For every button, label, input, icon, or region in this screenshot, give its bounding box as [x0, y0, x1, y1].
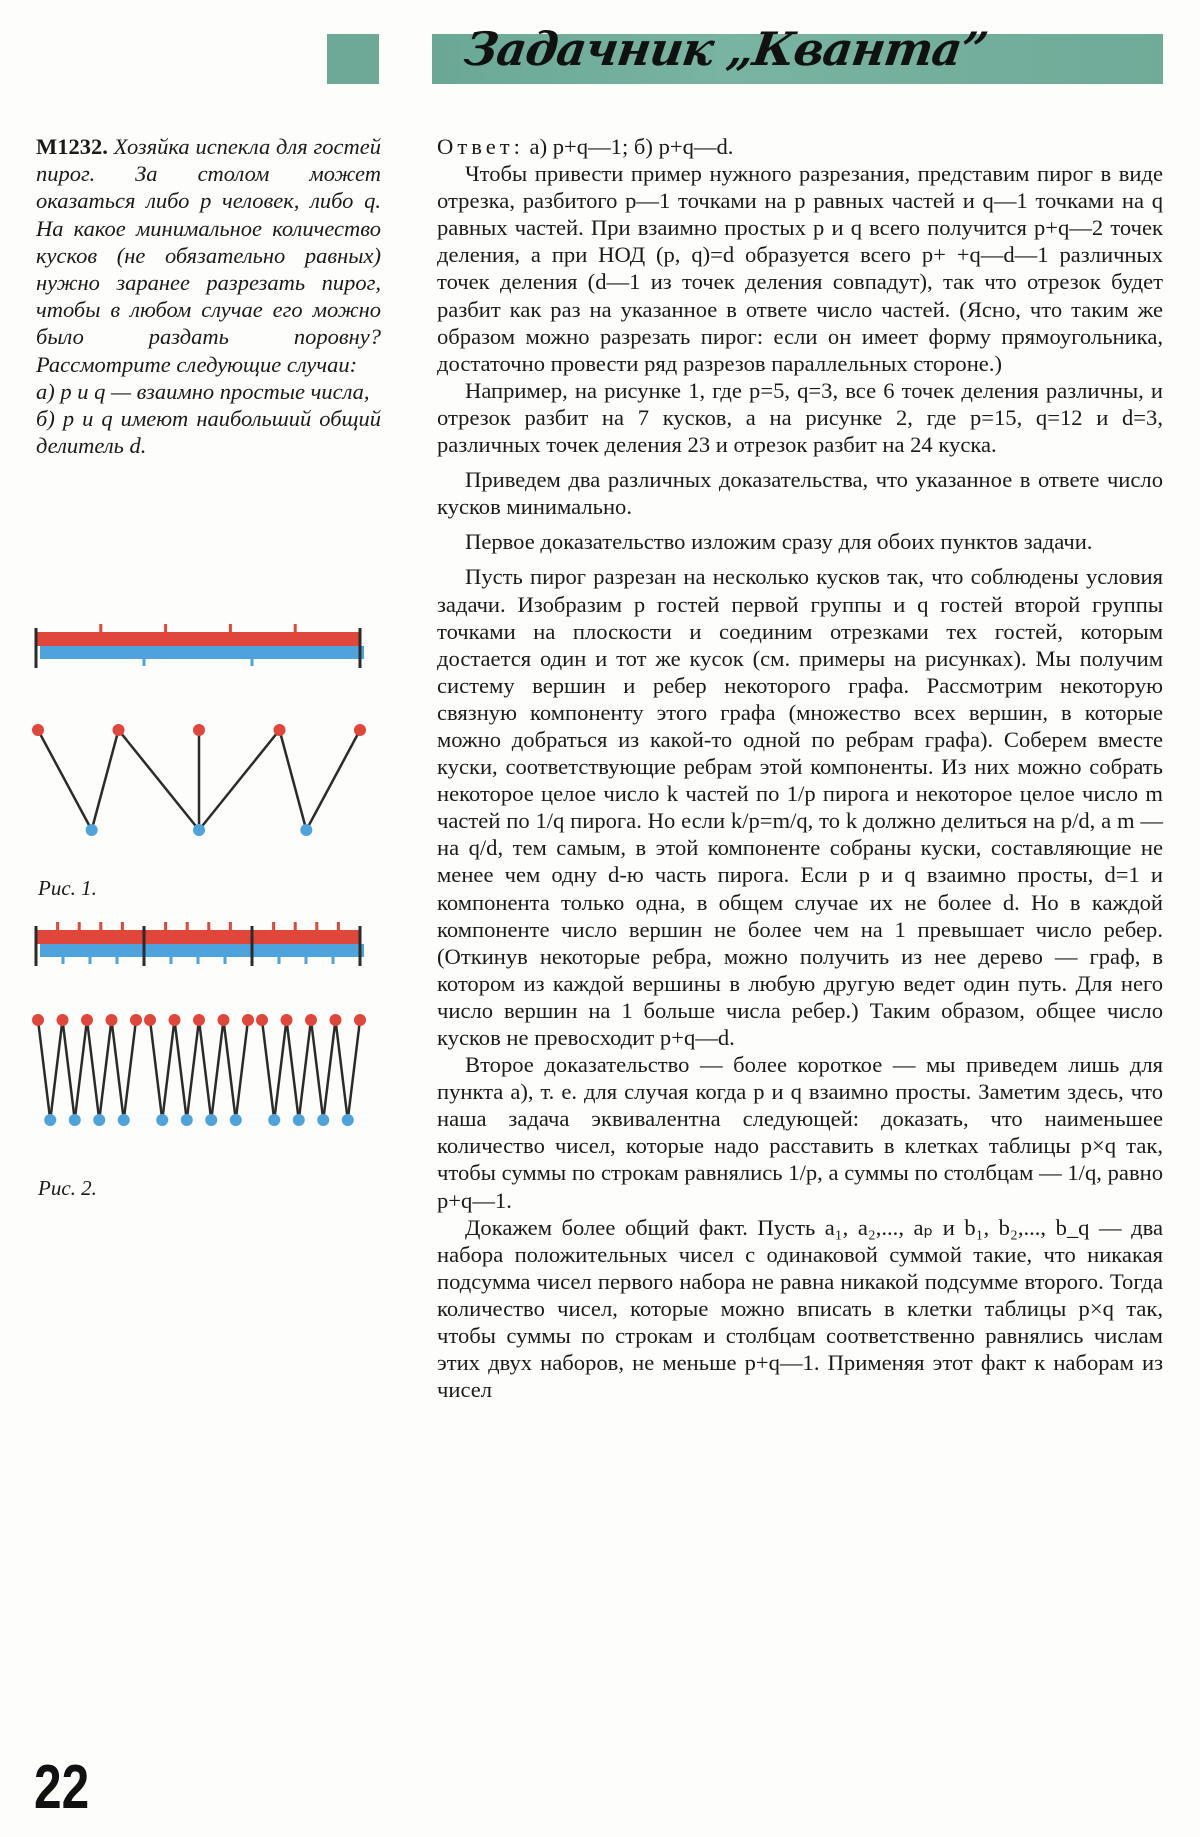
figure-2-caption: Рис. 2. — [38, 1176, 97, 1200]
figure-1-caption: Рис. 1. — [38, 876, 97, 900]
guest-p-vertex — [169, 1014, 181, 1026]
graph-edge — [306, 730, 360, 830]
guest-p-vertex — [193, 724, 205, 736]
p-cut-tick — [164, 624, 167, 633]
guest-q-vertex — [300, 824, 312, 836]
guest-p-vertex — [144, 1014, 156, 1026]
guest-q-vertex — [44, 1114, 56, 1126]
guest-p-vertex — [354, 724, 366, 736]
header-band-small — [327, 34, 379, 84]
figure-1-graph — [30, 720, 370, 850]
problem-number: М1232. — [36, 134, 108, 159]
guest-p-vertex — [57, 1014, 69, 1026]
graph-edge — [87, 1020, 99, 1120]
graph-edge — [199, 730, 280, 830]
graph-edge — [119, 730, 200, 830]
graph-edge — [211, 1020, 223, 1120]
p-cut-tick — [337, 922, 340, 931]
common-cut — [143, 926, 146, 966]
guest-q-vertex — [193, 824, 205, 836]
solution-paragraph: Второе доказательство — более короткое — мы приведем лишь для пункта а), т. е. для случая когда p и q взаимно просты. Заметим здесь, что наша задача эквивалентна следующей: доказать, что наименьшее количество чисел, которые надо расставить в клетках таблицы p×q так, чтобы суммы по строкам равнялись 1/p, а суммы по столбцам — 1/q, равно p+q—1. — [437, 1052, 1163, 1213]
guest-q-vertex — [342, 1114, 354, 1126]
guest-p-vertex — [130, 1014, 142, 1026]
guest-p-vertex — [113, 724, 125, 736]
graph-edge — [75, 1020, 87, 1120]
graph-edge — [299, 1020, 311, 1120]
graph-edge — [280, 730, 307, 830]
p-cut-tick — [99, 624, 102, 633]
graph-edge — [124, 1020, 136, 1120]
bar-q — [40, 944, 364, 957]
common-cut — [359, 926, 362, 966]
graph-edge — [187, 1020, 199, 1120]
graph-edge — [336, 1020, 348, 1120]
q-cut-tick — [116, 957, 119, 964]
graph-edge — [348, 1020, 360, 1120]
guest-p-vertex — [274, 724, 286, 736]
graph-edge — [175, 1020, 187, 1120]
q-cut-tick — [170, 957, 173, 964]
graph-edge — [199, 1020, 211, 1120]
guest-p-vertex — [256, 1014, 268, 1026]
guest-q-vertex — [156, 1114, 168, 1126]
guest-q-vertex — [205, 1114, 217, 1126]
p-cut-tick — [315, 922, 318, 931]
guest-p-vertex — [305, 1014, 317, 1026]
guest-p-vertex — [242, 1014, 254, 1026]
solution — [437, 133, 1163, 1403]
graph-edge — [92, 730, 119, 830]
graph-edge — [311, 1020, 323, 1120]
guest-q-vertex — [93, 1114, 105, 1126]
p-cut-tick — [294, 624, 297, 633]
p-cut-tick — [229, 922, 232, 931]
guest-p-vertex — [330, 1014, 342, 1026]
q-cut-tick — [278, 957, 281, 964]
graph-edge — [150, 1020, 162, 1120]
graph-edge — [162, 1020, 174, 1120]
p-cut-tick — [294, 922, 297, 931]
q-cut-tick — [197, 957, 200, 964]
bar-p — [36, 632, 360, 646]
graph-edge — [323, 1020, 335, 1120]
graph-edge — [99, 1020, 111, 1120]
page-number: 22 — [34, 1753, 90, 1822]
q-cut-tick — [251, 659, 254, 666]
p-cut-tick — [186, 922, 189, 931]
guest-p-vertex — [81, 1014, 93, 1026]
guest-p-vertex — [281, 1014, 293, 1026]
guest-p-vertex — [106, 1014, 118, 1026]
p-cut-tick — [164, 922, 167, 931]
case-a: а) p и q — взаимно простые числа, — [36, 378, 370, 404]
solution-paragraph: Докажем более общий факт. Пусть a₁, a₂,..., aₚ и b₁, b₂,..., b_q — два набора положительных чисел с одинаковой суммой такие, что никакая подсумма чисел первого набора не равна никакой подсумме второго. Тогда количество чисел, которые можно вписать в клетки таблицы p×q так, чтобы суммы по строкам и столбцам соответственно равнялись числам этих двух наборов, не меньше p+q—1. Применяя этот факт к наборам из чисел — [437, 1214, 1163, 1403]
graph-edge — [262, 1020, 274, 1120]
answer-label: Ответ: — [437, 134, 524, 159]
guest-p-vertex — [32, 724, 44, 736]
q-cut-tick — [305, 957, 308, 964]
solution-paragraph: Приведем два различных доказательства, что указанное в ответе число кусков минимально. — [437, 467, 1163, 520]
common-cut — [251, 926, 254, 966]
guest-q-vertex — [69, 1114, 81, 1126]
guest-q-vertex — [317, 1114, 329, 1126]
guest-p-vertex — [193, 1014, 205, 1026]
guest-q-vertex — [230, 1114, 242, 1126]
problem-statement — [36, 133, 381, 459]
graph-edge — [112, 1020, 124, 1120]
figure-2-graph — [30, 1010, 370, 1140]
common-cut — [359, 628, 362, 668]
p-cut-tick — [78, 922, 81, 931]
q-cut-tick — [89, 957, 92, 964]
p-cut-tick — [207, 922, 210, 931]
figure-2 — [30, 918, 370, 978]
guest-q-vertex — [181, 1114, 193, 1126]
solution-paragraph: Чтобы привести пример нужного разрезания, представим пирог в виде отрезка, разбитого p—1 точками на p равных частей и q—1 точками на q равных частей. При взаимно простых p и q всего получится p+q—2 точек деления, а при НОД (p, q)=d образуется всего p+ +q—d—1 различных точек деления (d—1 из точек деления совпадут), так что отрезок будет разбит как раз на указанное в ответе число частей. (Ясно, что таким же образом можно разрезать пирог: если он имеет форму прямоугольника, достаточно провести ряд разрезов параллельных стороне.) — [437, 161, 1163, 376]
p-cut-tick — [229, 624, 232, 633]
graph-edge — [38, 1020, 50, 1120]
q-cut-tick — [143, 659, 146, 666]
graph-edge — [38, 730, 92, 830]
guest-p-vertex — [218, 1014, 230, 1026]
guest-p-vertex — [32, 1014, 44, 1026]
graph-edge — [287, 1020, 299, 1120]
guest-q-vertex — [268, 1114, 280, 1126]
guest-q-vertex — [86, 824, 98, 836]
solution-paragraph: Первое доказательство изложим сразу для обоих пунктов задачи. — [465, 529, 1093, 555]
guest-q-vertex — [293, 1114, 305, 1126]
p-cut-tick — [56, 922, 59, 931]
p-cut-tick — [272, 922, 275, 931]
q-cut-tick — [332, 957, 335, 964]
guest-p-vertex — [354, 1014, 366, 1026]
p-cut-tick — [121, 922, 124, 931]
solution-paragraph: Пусть пирог разрезан на несколько кусков так, что соблюдены условия задачи. Изобразим p гостей первой группы и q гостей второй группы точками на плоскости и соединим отрезками тех гостей, которым достается один и тот же кусок (см. примеры на рисунках). Мы получим систему вершин и ребер некоторого графа. Рассмотрим некоторую связную компоненту этого графа (множество всех вершин, в которые можно добраться из какой-то одной по ребрам графа). Соберем вместе куски, соответствующие ребрам этой компоненты. Из них можно собрать некоторое целое число k частей по 1/p пирога и некоторое целое число m частей по 1/q пирога. Но если k/p=m/q, то k должно делиться на p/d, а m — на q/d, тем самым, в этой компоненте собраны куски, составляющие не менее чем одну d-ю часть пирога. Если p и q взаимно просты, d=1 и компонента только одна, в общем случае их не более d. Но в каждой компоненте число вершин не более чем на 1 превышает число ребер. (Откинув некоторые ребра, можно получить из нее дерево — граф, в котором из каждой вершины в любую другую ведет один путь. Для него число вершин на 1 больше числа ребер.) Таким образом, общее число кусков не превосходит p+q—d. — [437, 564, 1163, 1050]
case-b: б) p и q имеют наибольший общий делитель d. — [36, 406, 381, 459]
section-title: Задачник „Кванта” — [461, 22, 991, 76]
q-cut-tick — [224, 957, 227, 964]
graph-edge — [63, 1020, 75, 1120]
common-cut — [35, 628, 38, 668]
common-cut — [35, 926, 38, 966]
solution-paragraph: Например, на рисунке 1, где p=5, q=3, все 6 точек деления различны, и отрезок разбит на 7 кусков, а на рисунке 2, где p=15, q=12 и d=3, различных точек деления 23 и отрезок разбит на 24 куска. — [437, 377, 1163, 458]
graph-edge — [50, 1020, 62, 1120]
graph-edge — [236, 1020, 248, 1120]
p-cut-tick — [99, 922, 102, 931]
bar-p — [36, 930, 360, 944]
graph-edge — [224, 1020, 236, 1120]
q-cut-tick — [62, 957, 65, 964]
guest-q-vertex — [118, 1114, 130, 1126]
answer-text: а) p+q—1; б) p+q—d. — [523, 134, 734, 159]
problem-text: Хозяйка испекла для гостей пирог. За столом может оказаться либо p человек, либо q. На какое минимальное количество кусков (не обязательно равных) нужно заранее разрезать пирог, чтобы в любом случае его можно было раздать поровну? Рассмотрите следующие случаи: — [36, 134, 381, 377]
graph-edge — [274, 1020, 286, 1120]
bar-q — [40, 646, 364, 659]
